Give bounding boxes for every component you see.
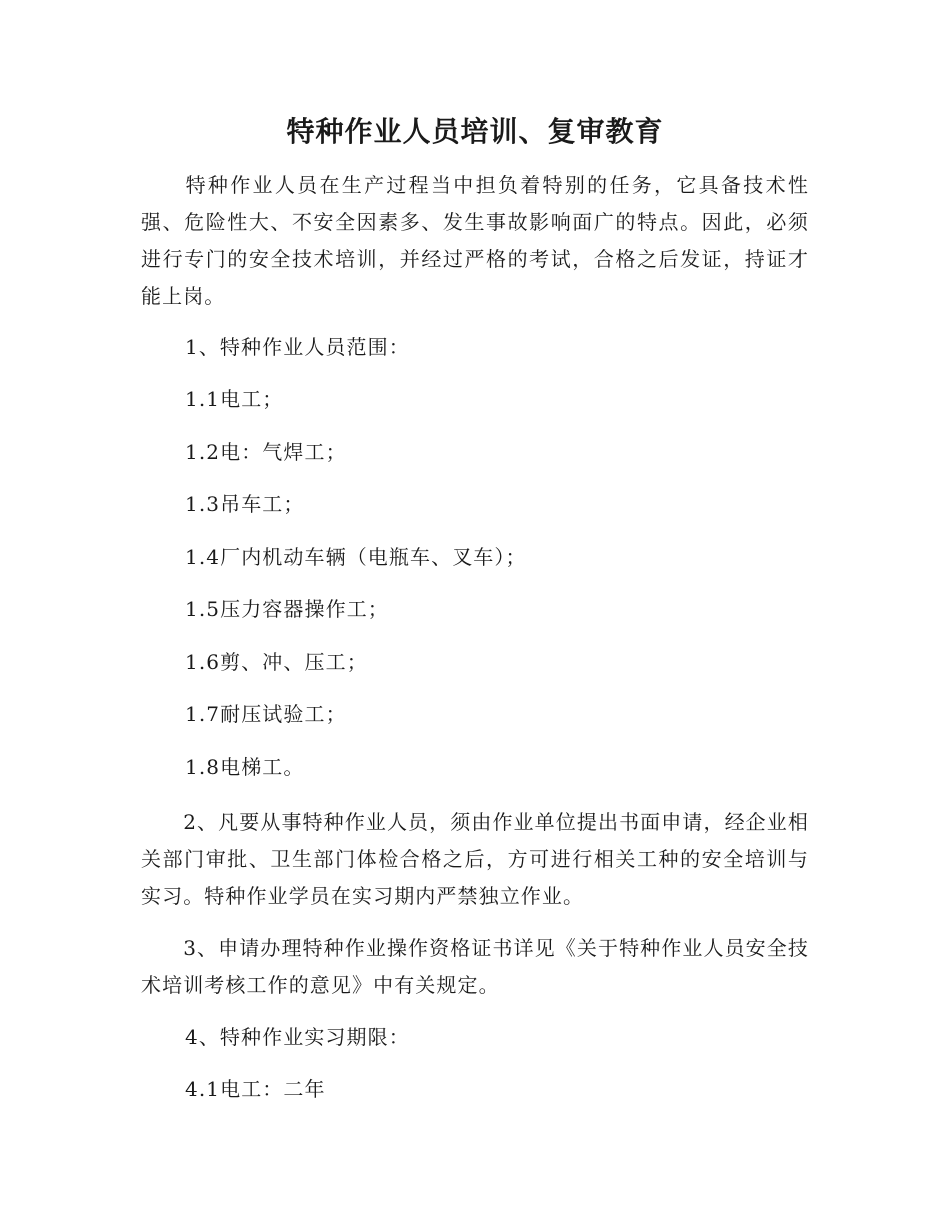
scope-item: 1.5压力容器操作工； xyxy=(185,597,389,621)
section-1-heading: 1、特种作业人员范围： xyxy=(185,335,410,359)
document-title: 特种作业人员培训、复审教育 xyxy=(286,115,664,148)
scope-item: 1.4厂内机动车辆（电瓶车、叉车）； xyxy=(185,545,527,569)
period-item: 4.1电工：二年 xyxy=(185,1077,326,1101)
intro-paragraph: 特种作业人员在生产过程当中担负着特别的任务，它具备技术性强、危险性大、不安全因素多、发生事故影响面广的特点。因此，必须进行专门的安全技术培训，并经过严格的考试，合格之后发证，持证才能上岗。 xyxy=(141,173,809,308)
scope-item: 1.8电梯工。 xyxy=(185,755,305,779)
scope-item: 1.7耐压试验工； xyxy=(185,702,347,726)
section-3-paragraph: 3、申请办理特种作业操作资格证书详见《关于特种作业人员安全技术培训考核工作的意见》中有关规定。 xyxy=(141,936,809,997)
section-2-paragraph: 2、凡要从事特种作业人员，须由作业单位提出书面申请，经企业相关部门审批、卫生部门体检合格之后，方可进行相关工种的安全培训与实习。特种作业学员在实习期内严禁独立作业。 xyxy=(141,810,809,908)
scope-item: 1.2电：气焊工； xyxy=(185,440,347,464)
section-4-heading: 4、特种作业实习期限： xyxy=(185,1025,410,1049)
scope-item: 1.3吊车工； xyxy=(185,492,305,516)
scope-item: 1.6剪、冲、压工； xyxy=(185,650,368,674)
scope-item: 1.1电工； xyxy=(185,387,284,411)
